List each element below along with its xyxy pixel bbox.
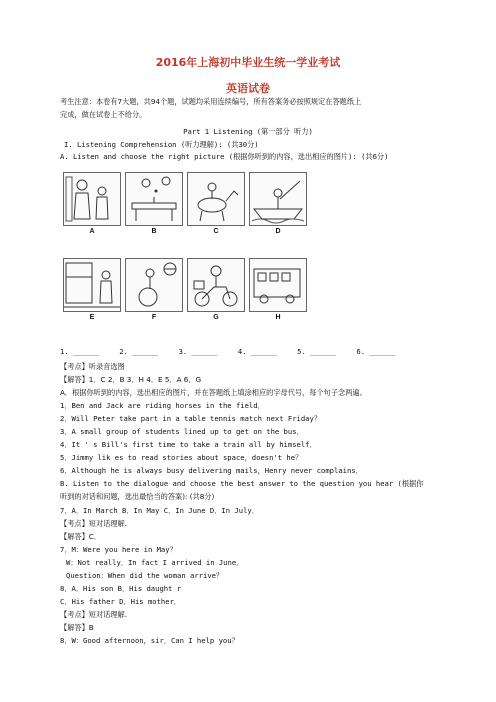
table-tennis-icon — [126, 173, 182, 225]
kaodian-2: 【考点】短对话理解. — [60, 519, 127, 528]
picture-e — [63, 258, 121, 312]
notice-line-1: 考生注意：本卷有7大题，共94个题，试题均采用连续编号，所有答案务必按照规定在答题纸上 — [60, 97, 362, 106]
picture-label-c: C — [213, 228, 219, 235]
question-8-options-ab: 8．A．His son B．His daught r — [60, 584, 182, 593]
horse-riding-icon — [188, 173, 244, 225]
motorbike-delivery-icon — [188, 259, 244, 311]
answer-3: 【解答】B — [60, 623, 94, 632]
transcript-line-3: 3．A small group of students lined up to get on the bus． — [60, 427, 304, 436]
section-b-heading-2: 听到的对话和问题，选出最恰当的答案): (共8分) — [60, 492, 215, 501]
answer-blanks — [60, 347, 411, 356]
kaodian-3: 【考点】短对话理解. — [60, 610, 127, 619]
question-7-options: 7．A．In March B．In May C．In June D．In July． — [60, 506, 259, 515]
wheelchair-basketball-icon — [126, 259, 182, 311]
exam-subtitle: 英语试卷 — [226, 82, 270, 95]
section-heading: I. Listening Comprehension (听力理解): (共30分) — [64, 140, 259, 149]
blank-2[interactable]: 2. ______ — [119, 347, 159, 356]
picture-d — [249, 172, 307, 226]
blank-4[interactable]: 4. ______ — [237, 347, 277, 356]
blank-1[interactable]: 1. ______ — [60, 347, 99, 356]
picture-label-e: E — [89, 314, 95, 321]
transcript-line-1: 1．Ben and Jack are riding horses in the field． — [60, 401, 265, 410]
q7-dialogue-man: 7．M：Were you here in May？ — [60, 545, 177, 554]
picture-label-f: F — [151, 314, 157, 321]
blank-5[interactable]: 5. ______ — [297, 347, 337, 356]
answer-2: 【解答】C． — [60, 532, 101, 541]
picture-label-g: G — [213, 314, 219, 321]
family-icon — [64, 173, 120, 225]
fishing-boat-icon — [250, 173, 306, 225]
transcript-line-2: 2．Will Peter take part in a table tennis match next Friday？ — [60, 414, 322, 423]
blank-6[interactable]: 6. ______ — [356, 347, 396, 356]
transcript-line-5: 5．Jimmy lik es to read stories about space，doesn't he？ — [60, 453, 303, 462]
transcript-line-4: 4．It ' s Bill's first time to take a train all by himself． — [60, 440, 317, 449]
kaodian-1: 【考点】听录音选图 — [60, 362, 125, 371]
picture-a — [63, 172, 121, 226]
picture-label-h: H — [275, 314, 281, 321]
picture-b — [125, 172, 183, 226]
exam-title: 2016年上海初中毕业生统一学业考试 — [155, 56, 341, 69]
picture-h — [249, 258, 307, 312]
train-station-icon — [64, 259, 120, 311]
q8-dialogue-woman: 8．W：Good afternoon，sir．Can I help you？ — [60, 636, 239, 645]
picture-label-a: A — [89, 228, 95, 235]
picture-c — [187, 172, 245, 226]
answer-1: 【解答】1．C 2．B 3．H 4．E 5．A 6．G — [60, 375, 202, 384]
section-b-heading-1: B. Listen to the dialogue and choose the best answer to the question you hear (根据你 — [60, 479, 424, 488]
section-a-heading: A. Listen and choose the right picture (根据你听到的内容，选出相应的图片): (共6分) — [60, 152, 389, 161]
picture-f — [125, 258, 183, 312]
blank-3[interactable]: 3. ______ — [178, 347, 218, 356]
q7-question: Question：When did the woman arrive？ — [66, 571, 224, 580]
transcript-line-6: 6．Although he is always busy delivering mails，Henry never complains． — [60, 466, 363, 475]
school-bus-icon — [250, 259, 306, 311]
picture-label-b: B — [151, 228, 157, 235]
picture-g — [187, 258, 245, 312]
q7-dialogue-woman: W：Not really．In fact I arrived in June． — [66, 558, 244, 567]
notice-line-2: 完成，做在试卷上不给分。 — [60, 110, 147, 119]
question-8-options-cd: C．His father D．His mother． — [60, 597, 182, 606]
picture-label-d: D — [275, 228, 281, 235]
explain-1: A．根据你听到的内容，选出相应的图片，并在答题纸上填涂相应的字母代号，每个句子念两遍。 — [60, 388, 367, 397]
part-heading: Part 1 Listening (第一部分 听力) — [183, 127, 313, 136]
